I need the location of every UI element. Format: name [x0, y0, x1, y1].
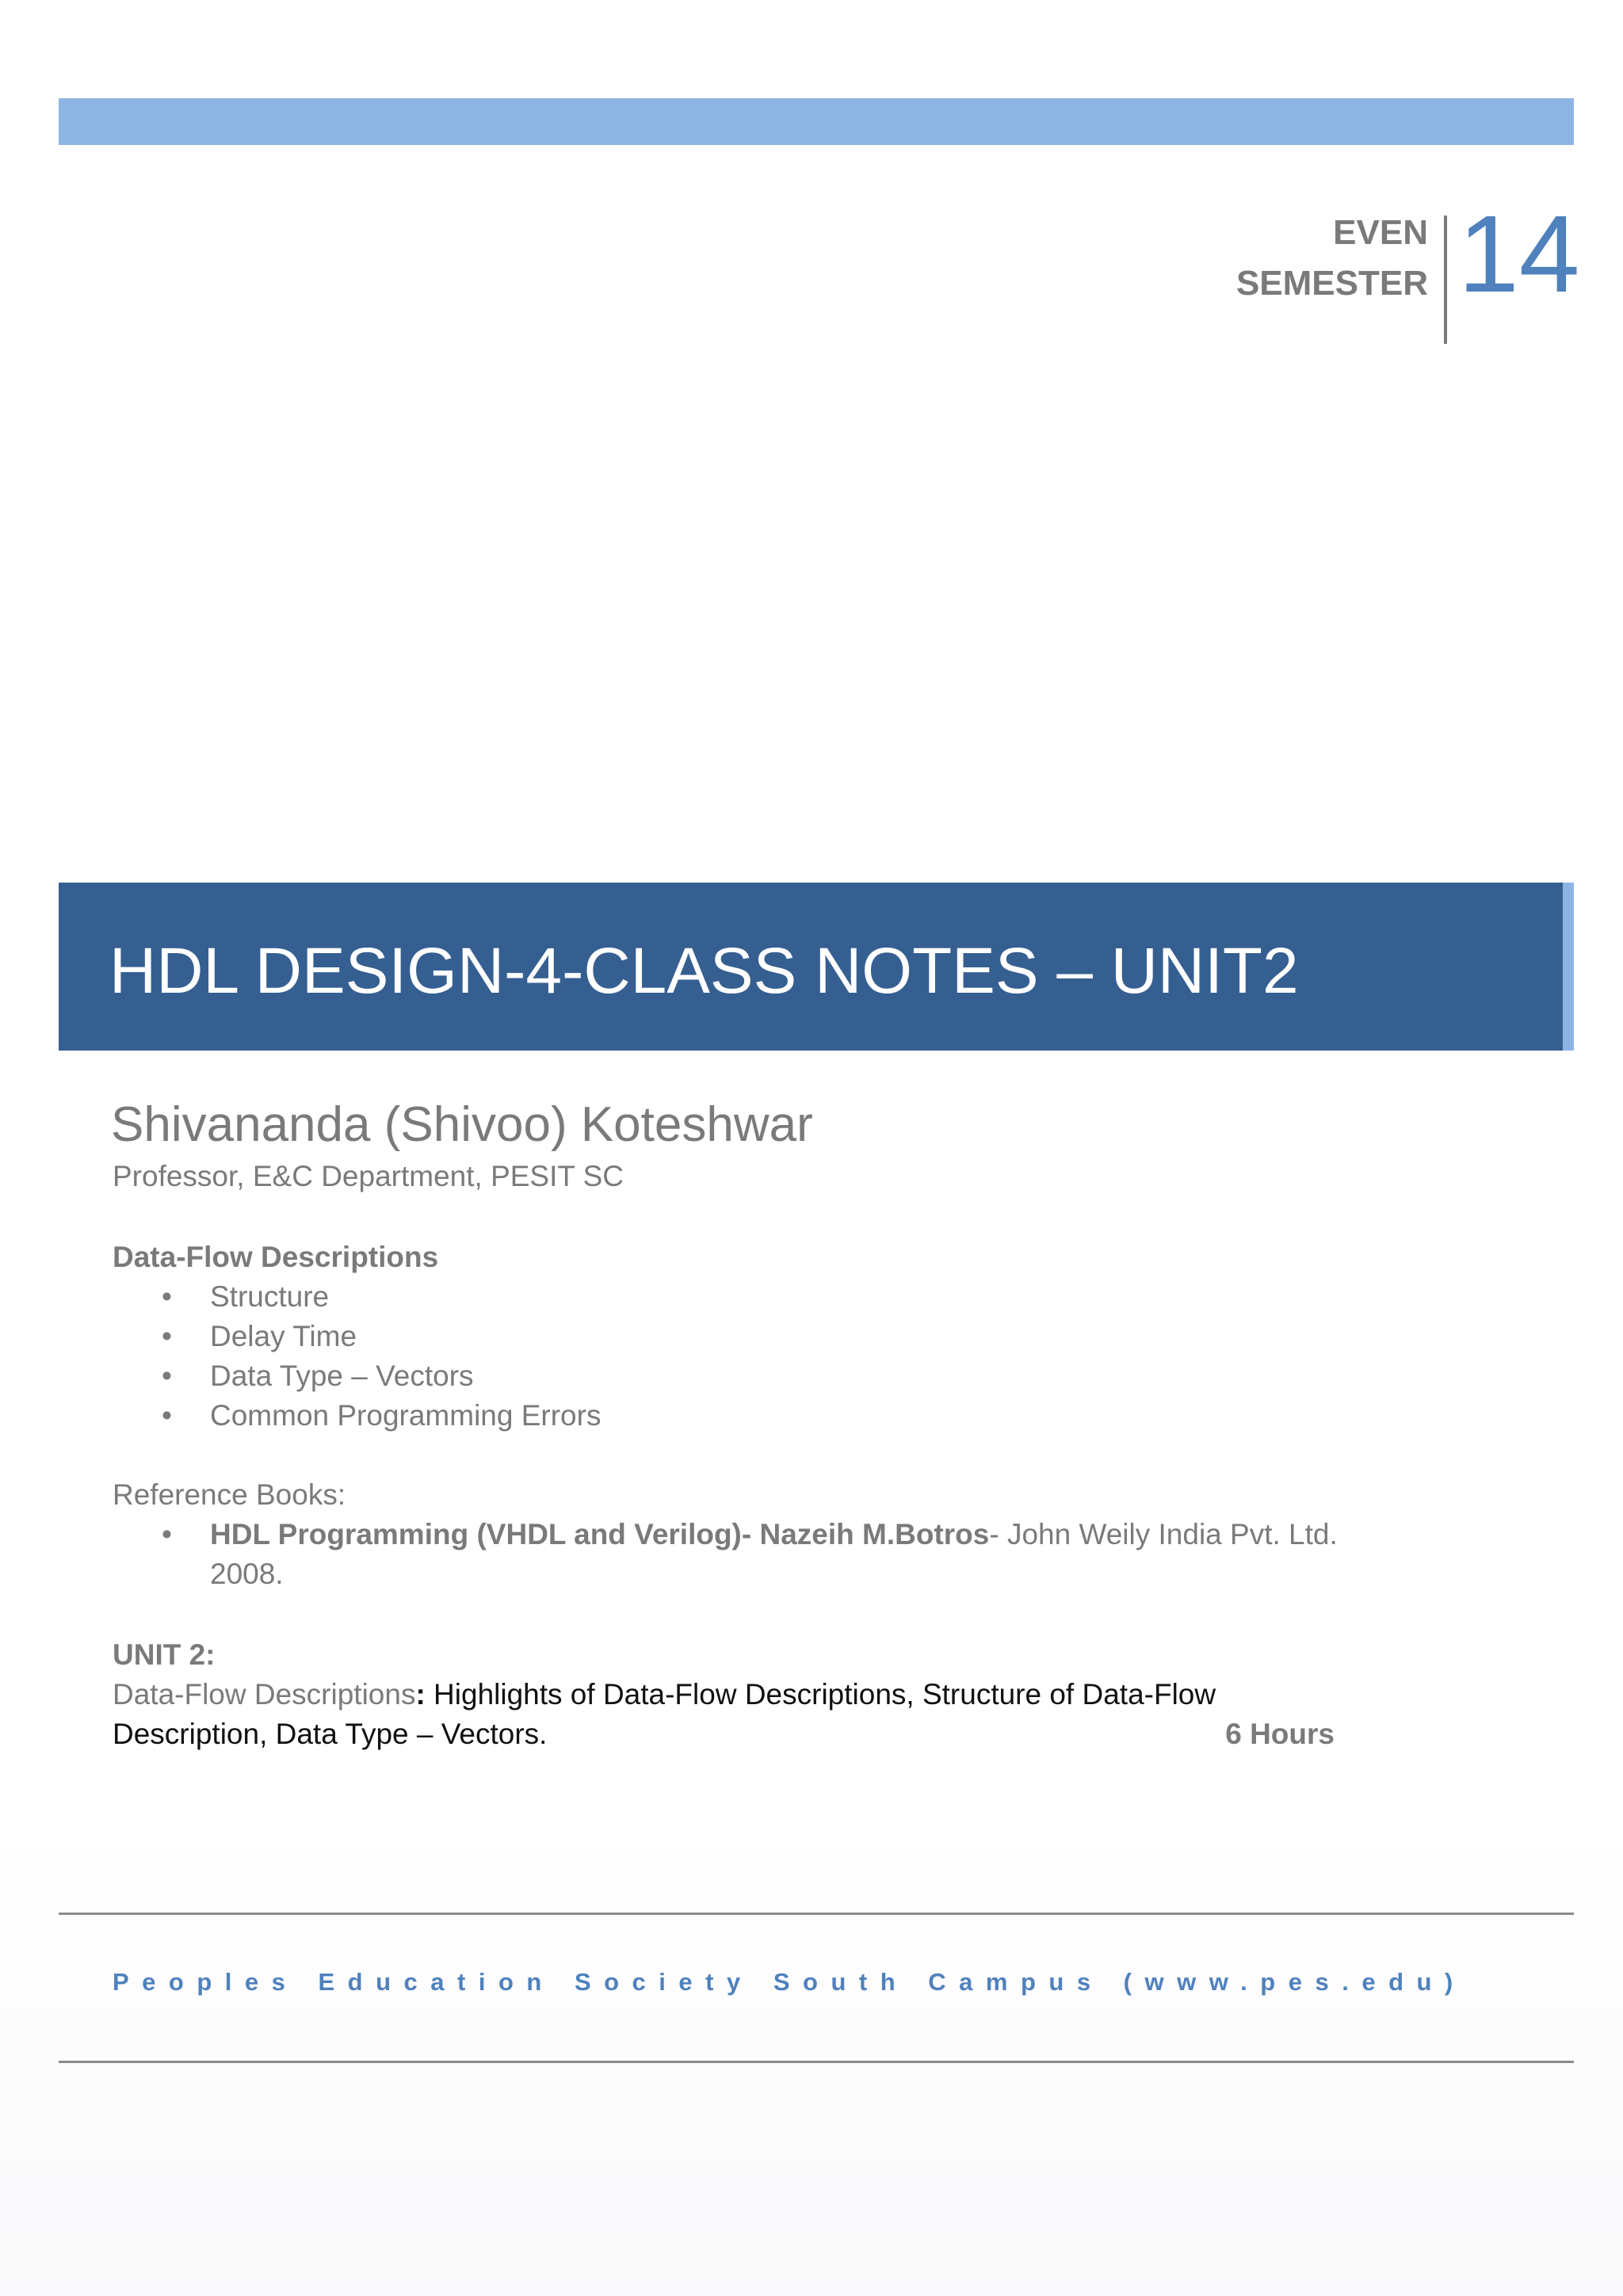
- footer-rule-bottom: [59, 2061, 1574, 2063]
- semester-line-1: EVEN: [1333, 213, 1428, 252]
- topics-list: [113, 1277, 601, 1436]
- author-name: Shivananda (Shivoo) Koteshwar: [111, 1097, 813, 1152]
- topic-label: Structure: [210, 1280, 330, 1313]
- list-item: [113, 1277, 601, 1317]
- semester-label: [1189, 208, 1428, 309]
- unit-description-line-2: Description, Data Type – Vectors.: [113, 1718, 548, 1750]
- title-band-accent: [1563, 883, 1574, 1051]
- bullet-icon: •: [162, 1399, 172, 1432]
- topic-label: Common Programming Errors: [210, 1399, 601, 1432]
- unit-label: Data-Flow Descriptions: [113, 1678, 416, 1711]
- book-publisher: - John Weily India Pvt. Ltd. 2008.: [210, 1518, 1338, 1590]
- document-title: HDL DESIGN-4-CLASS NOTES – UNIT2: [109, 935, 1299, 1007]
- semester-line-2: SEMESTER: [1235, 264, 1428, 303]
- references-heading: Reference Books:: [113, 1478, 346, 1511]
- year-number: 14: [1458, 193, 1580, 315]
- topics-heading: Data-Flow Descriptions: [113, 1241, 439, 1273]
- bullet-icon: •: [162, 1320, 172, 1352]
- reference-item: [113, 1515, 1381, 1594]
- footer-text: Peoples Education Society South Campus (www.pes.edu): [113, 1968, 1466, 1996]
- unit-hours: 6 Hours: [1225, 1718, 1335, 1750]
- page-bottom-shade: [0, 1822, 1623, 2296]
- list-item: [113, 1356, 601, 1396]
- unit-heading: UNIT 2:: [113, 1638, 216, 1671]
- unit-colon: :: [415, 1678, 426, 1711]
- list-item: [113, 1396, 601, 1436]
- book-title: HDL Programming (VHDL and Verilog)- Nazeih M.Botros: [210, 1518, 990, 1550]
- bullet-icon: •: [162, 1280, 172, 1313]
- header-color-bar: [59, 98, 1574, 145]
- bullet-icon: •: [162, 1360, 172, 1392]
- reference-list: [113, 1515, 1381, 1594]
- topic-label: Delay Time: [210, 1320, 357, 1352]
- semester-divider: [1444, 215, 1447, 344]
- topic-label: Data Type – Vectors: [210, 1360, 474, 1392]
- author-affiliation: Professor, E&C Department, PESIT SC: [113, 1160, 624, 1192]
- list-item: [113, 1317, 601, 1356]
- footer-rule-top: [59, 1913, 1574, 1915]
- unit-description-line-1: [113, 1675, 1216, 1714]
- unit-description: Highlights of Data-Flow Descriptions, Structure of Data-Flow: [425, 1678, 1216, 1711]
- bullet-icon: •: [162, 1518, 172, 1550]
